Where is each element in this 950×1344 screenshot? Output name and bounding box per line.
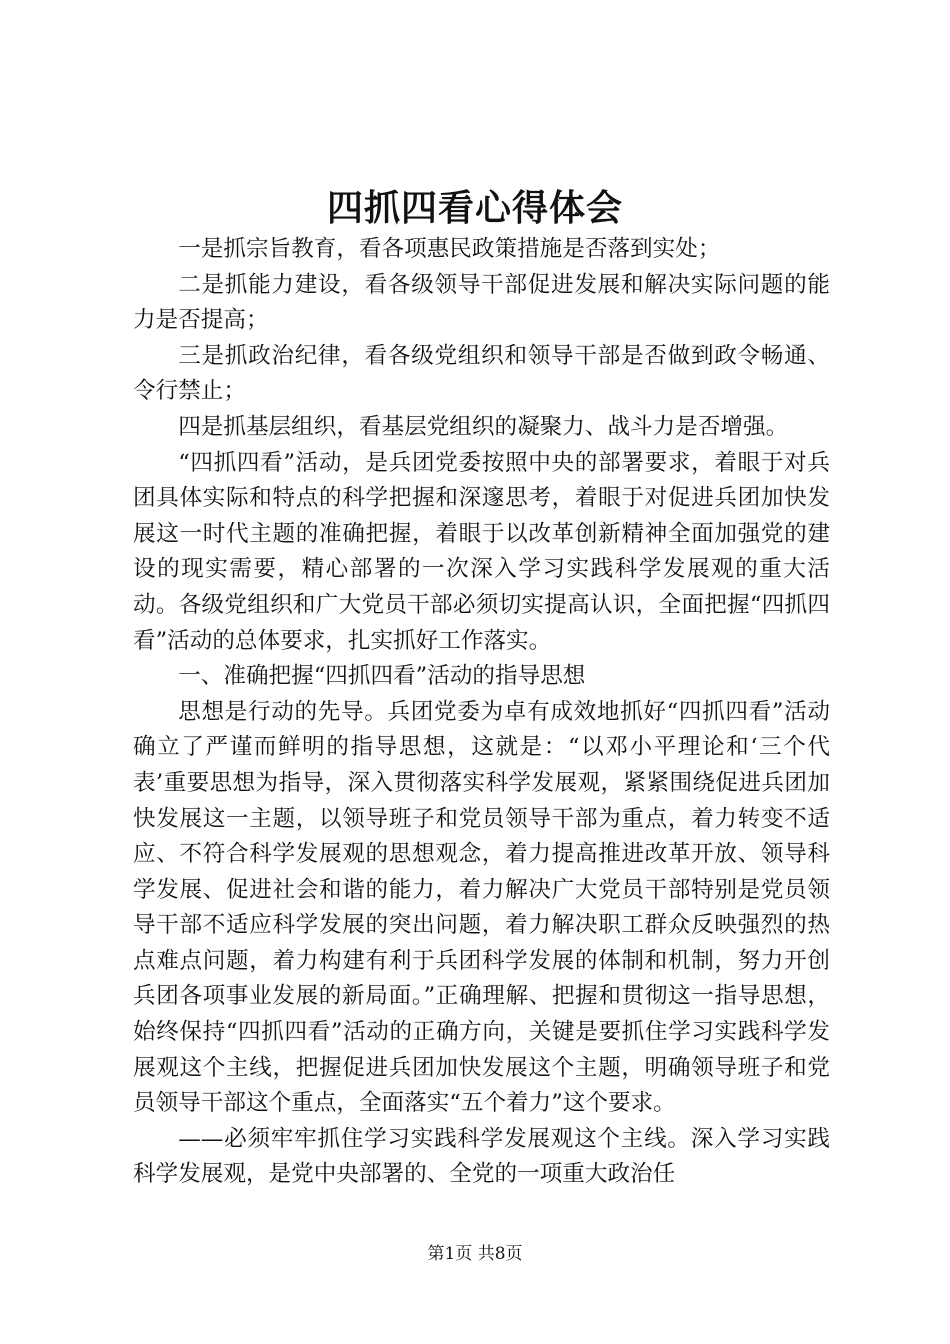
document-body: [133, 232, 830, 1193]
paragraph-6: 思想是行动的先导。兵团党委为卓有成效地抓好“四抓四看”活动确立了严谨而鲜明的指导思想，这就是：“以邓小平理论和‘三个代表’重要思想为指导，深入贯彻落实科学发展观，紧紧围绕促进兵团加快发展这一主题，以领导班子和党员领导干部为重点，着力转变不适应、不符合科学发展观的思想观念，着力提高推进改革开放、领导科学发展、促进社会和谐的能力，着力解决广大党员干部特别是党员领导干部不适应科学发展的突出问题，着力解决职工群众反映强烈的热点难点问题，着力构建有利于兵团科学发展的体制和机制，努力开创兵团各项事业发展的新局面。”正确理解、把握和贯彻这一指导思想，始终保持“四抓四看”活动的正确方向，关键是要抓住学习实践科学发展观这个主线，把握促进兵团加快发展这个主题，明确领导班子和党员领导干部这个重点，全面落实“五个着力”这个要求。: [133, 698, 830, 1117]
page-footer: 第1页 共8页: [427, 1244, 523, 1264]
paragraph-1: 一是抓宗旨教育，看各项惠民政策措施是否落到实处；: [178, 236, 721, 262]
document-title: 四抓四看心得体会: [326, 187, 623, 229]
paragraph-7: ——必须牢牢抓住学习实践科学发展观这个主线。深入学习实践科学发展观，是党中央部署的、全党的一项重大政治任: [133, 1125, 830, 1188]
paragraph-4: 四是抓基层组织，看基层党组织的凝聚力、战斗力是否增强。: [178, 413, 789, 440]
paragraph-3: 三是抓政治纪律，看各级党组织和领导干部是否做到政令畅通、令行禁止；: [133, 342, 830, 405]
paragraph-2: 二是抓能力建设，看各级领导干部促进发展和解决实际问题的能力是否提高；: [133, 271, 830, 334]
paragraph-5: “四抓四看”活动，是兵团党委按照中央的部署要求，着眼于对兵团具体实际和特点的科学把握和深邃思考，着眼于对促进兵团加快发展这一时代主题的准确把握，着眼于以改革创新精神全面加强党的建设的现实需要，精心部署的一次深入学习实践科学发展观的重大活动。各级党组织和广大党员干部必须切实提高认识，全面把握“四抓四看”活动的总体要求，扎实抓好工作落实。: [133, 449, 830, 654]
section-heading-1: 一、准确把握“四抓四看”活动的指导思想: [178, 663, 586, 690]
